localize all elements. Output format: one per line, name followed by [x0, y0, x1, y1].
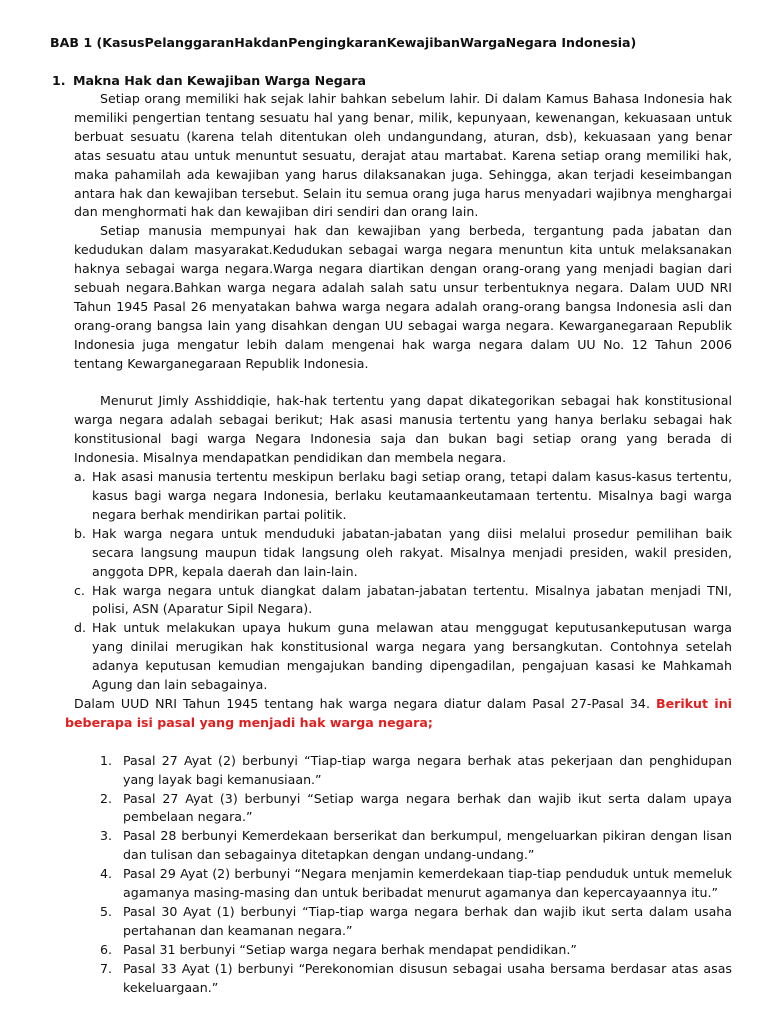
list-marker: d.	[74, 620, 86, 636]
list-item-text: Hak warga negara untuk menduduki jabatan-jabatan yang diisi melalui prosedur pemilihan baik secara langsung maupun tidak langsung oleh rakyat. Misalnya menjadi presiden, wakil presiden, anggota DPR, kepala daerah dan lain-lain.	[92, 525, 732, 579]
list-marker: c.	[74, 582, 85, 598]
list-item	[74, 525, 732, 582]
paragraph-definition: Setiap orang memiliki hak sejak lahir bahkan sebelum lahir. Di dalam Kamus Bahasa Indonesia hak memiliki pengertian tentang sesuatu hal yang benar, milik, kepunyaan, kewenangan, kekuasaan untuk berbuat sesuatu (karena telah ditentukan oleh undangundang, aturan, dsb), kekuasaan yang benar atas sesuatu atau untuk menuntut sesuatu, derajat atau martabat. Karena setiap orang memiliki hak, maka pahamilah ada kewajiban yang harus dilaksanakan juga. Sehingga, akan terjadi keseimbangan antara hak dan kewajiban tersebut. Selain itu semua orang juga harus menyadari wajibnya menghargai dan menghormati hak dan kewajiban diri sendiri dan orang lain.	[74, 91, 732, 220]
list-marker: 3.	[100, 828, 113, 844]
list-item	[100, 752, 732, 790]
list-item	[74, 619, 732, 695]
list-marker: 7.	[100, 960, 113, 976]
transition-highlight: Berikut ini beberapa isi pasal yang menjadi hak warga negara;	[65, 695, 732, 730]
paragraph-jimly: Menurut Jimly Asshiddiqie, hak-hak tertentu yang dapat dikategorikan sebagai hak konstitusional warga negara adalah sebagai berikut; Hak asasi manusia tertentu yang hanya berlaku sebagai hak konstitusional bagi warga Negara Indonesia saja dan bukan bagi setiap orang yang berada di Indonesia. Misalnya mendapatkan pendidikan dan membela negara.	[74, 393, 732, 466]
list-item-text: Hak warga negara untuk diangkat dalam jabatan-jabatan tertentu. Misalnya jabatan menjadi TNI, polisi, ASN (Aparatur Sipil Negara).	[92, 582, 732, 617]
list-item	[74, 582, 732, 620]
section-number: 1.	[52, 73, 66, 88]
list-item-text: Pasal 30 Ayat (1) berbunyi “Tiap-tiap warga negara berhak dan wajib ikut serta dalam usaha pertahanan dan keamanan negara.”	[123, 903, 732, 938]
list-marker: 6.	[100, 941, 113, 957]
list-item	[100, 827, 732, 865]
chapter-title: BAB 1 (KasusPelanggaranHakdanPengingkaranKewajibanWargaNegara Indonesia)	[50, 35, 637, 50]
list-marker: 2.	[100, 790, 113, 806]
paragraph-gap	[74, 374, 732, 393]
list-marker: 1.	[100, 752, 113, 768]
list-item-text: Pasal 28 berbunyi Kemerdekaan berserikat dan berkumpul, mengeluarkan pikiran dengan lisan dan tulisan dan sebagainya ditetapkan dengan undang-undang.”	[123, 828, 732, 863]
list-item	[100, 790, 732, 828]
paragraph-gap	[74, 733, 732, 752]
list-marker: b.	[74, 525, 86, 541]
list-item	[100, 865, 732, 903]
paragraph-transition	[65, 695, 732, 733]
transition-text: Dalam UUD NRI Tahun 1945 tentang hak warga negara diatur dalam Pasal 27-Pasal 34.	[74, 695, 656, 711]
section-heading-text: Makna Hak dan Kewajiban Warga Negara	[73, 73, 366, 88]
rights-list	[74, 468, 732, 695]
list-item	[100, 903, 732, 941]
paragraph-citizen: Setiap manusia mempunyai hak dan kewajiban yang berbeda, tergantung pada jabatan dan kedudukan dalam masyarakat.Kedudukan sebagai warga negara menuntun kita untuk melaksanakan haknya sebagai warga negara.Warga negara diartikan dengan orang-orang yang menjadi bagian dari sebuah negara.Bahkan warga negara adalah salah satu unsur terbentuknya negara. Dalam UUD NRI Tahun 1945 Pasal 26 menyatakan bahwa warga negara adalah orang-orang bangsa Indonesia asli dan orang-orang bangsa lain yang disahkan dengan UU sebagai warga negara. Kewarganegaraan Republik Indonesia juga mengatur lebih dalam mengenai hak warga negara dalam UU No. 12 Tahun 2006 tentang Kewarganegaraan Republik Indonesia.	[74, 223, 732, 371]
list-marker: a.	[74, 469, 86, 485]
articles-list	[100, 752, 732, 998]
list-marker: 5.	[100, 903, 113, 919]
list-item	[100, 960, 732, 998]
list-item-text: Pasal 29 Ayat (2) berbunyi “Negara menjamin kemerdekaan tiap-tiap penduduk untuk memeluk agamanya masing-masing dan untuk beribadat menurut agamanya dan kepercayaannya itu.”	[123, 866, 732, 901]
list-item	[74, 468, 732, 525]
list-item-text: Pasal 33 Ayat (1) berbunyi “Perekonomian disusun sebagai usaha bersama berdasar atas asas kekeluargaan.”	[123, 960, 732, 995]
document-body	[65, 90, 732, 997]
list-item-text: Hak untuk melakukan upaya hukum guna melawan atau menggugat keputusankeputusan warga yang dinilai merugikan hak konstitusional warga negara yang bersangkutan. Contohnya setelah adanya keputusan kemudian mengajukan banding dipengadilan, pengajuan kasasi ke Mahkamah Agung dan lain sebagainya.	[92, 620, 732, 693]
list-item-text: Pasal 27 Ayat (3) berbunyi “Setiap warga negara berhak dan wajib ikut serta dalam upaya pembelaan negara.”	[123, 790, 732, 825]
list-item-text: Pasal 31 berbunyi “Setiap warga negara berhak mendapat pendidikan.”	[123, 941, 577, 957]
section-heading	[52, 72, 732, 91]
list-marker: 4.	[100, 866, 113, 882]
list-item-text: Hak asasi manusia tertentu meskipun berlaku bagi setiap orang, tetapi dalam kasus-kasus tertentu, kasus bagi warga negara Indonesia, berlaku keutamaankeutamaan tertentu. Misalnya bagi warga negara berhak mendirikan partai politik.	[92, 469, 732, 522]
list-item	[100, 941, 732, 960]
list-item-text: Pasal 27 Ayat (2) berbunyi “Tiap-tiap warga negara berhak atas pekerjaan dan penghidupan yang layak bagi kemanusiaan.”	[123, 752, 732, 787]
